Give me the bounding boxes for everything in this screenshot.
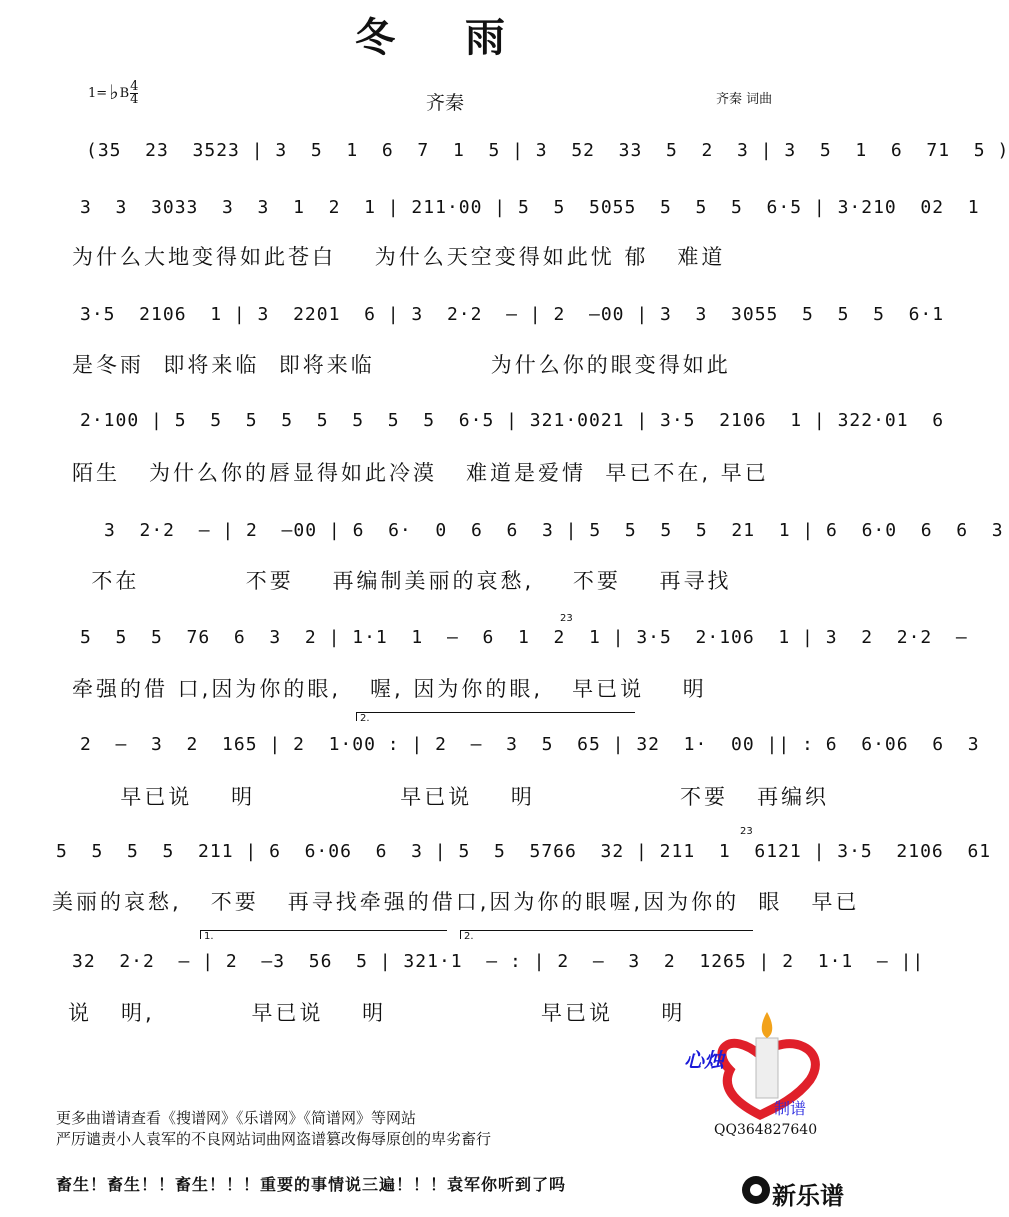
footer-line-1: 更多曲谱请查看《搜谱网》《乐谱网》《简谱网》等网站	[56, 1109, 417, 1127]
singer: 齐秦	[426, 92, 465, 114]
footer-notice	[56, 1108, 491, 1150]
lyrics-line: 陌生 为什么你的唇显得如此冷漠 难道是爱情 早已不在, 早已	[72, 461, 769, 485]
stamp-subtext: 制谱	[774, 1099, 807, 1118]
lyrics-line: 早已说 明 早已说 明 不要 再编织	[72, 785, 830, 809]
notation-text: 2·100 | 5 5 5 5 5 5 5 5 6·5 | 321·0021 | 3·5 2106 1 | 322·01 6	[80, 410, 945, 431]
watermark-text: 新乐谱	[772, 1182, 844, 1210]
lyrics-line: 是冬雨 即将来临 即将来临 为什么你的眼变得如此	[72, 353, 731, 377]
credits: 齐秦 词曲	[716, 92, 773, 107]
grace-note-mark: 23	[560, 613, 573, 624]
footer-line-3: 畜生！畜生！！畜生！！！重要的事情说三遍！！！袁军你听到了吗	[56, 1175, 567, 1194]
notation-text: 5 5 5 76 6 3 2 | 1·1 1 – 6 1 2 1 | 3·5 2·106 1 | 3 2 2·2 –	[80, 627, 968, 648]
first-ending-bracket	[200, 930, 447, 939]
notation-text: 3 2·2 – | 2 –00 | 6 6· 0 6 6 3 | 5 5 5 5 21 1 | 6 6·0 6 6 3	[104, 520, 1004, 541]
key-signature	[88, 80, 138, 106]
lyrics-line: 不在 不要 再编制美丽的哀愁, 不要 再寻找	[72, 569, 732, 593]
notation-text: 3·5 2106 1 | 3 2201 6 | 3 2·2 – | 2 –00 | 3 3 3055 5 5 5 6·1	[80, 304, 945, 325]
notation-text: 3 3 3033 3 3 1 2 1 | 211·00 | 5 5 5055 5 5 5 6·5 | 3·210 02 1	[80, 197, 980, 218]
first-ending-number: 1.	[204, 931, 214, 942]
notation-row	[0, 197, 980, 247]
notation-row	[0, 520, 1004, 570]
time-numerator: 4	[130, 79, 139, 94]
key-note: B	[119, 86, 130, 101]
notation-text: 5 5 5 5 211 | 6 6·06 6 3 | 5 5 5766 32 | 211 1 6121 | 3·5 2106 61	[56, 841, 992, 862]
time-denominator: 4	[130, 92, 139, 107]
grace-note-mark: 23	[740, 826, 753, 837]
watermark-disc-icon	[742, 1176, 770, 1204]
notation-row	[0, 410, 945, 460]
flat-sign: ♭	[109, 80, 119, 104]
notation-row	[0, 627, 968, 677]
song-title: 冬 雨	[355, 15, 533, 61]
second-ending-number: 2.	[464, 931, 474, 942]
notation-row	[0, 734, 980, 784]
notation-text: (35 23 3523 | 3 5 1 6 7 1 5 | 3 52 33 5 2 3 | 3 5 1 6 71 5 )	[86, 140, 1009, 161]
lyrics-line: 说 明, 早已说 明 早已说 明	[68, 1001, 686, 1025]
key-prefix: 1=	[88, 86, 108, 101]
notation-row	[0, 951, 925, 1001]
notation-text: 32 2·2 – | 2 –3 56 5 | 321·1 – : | 2 – 3 2 1265 | 2 1·1 – ||	[72, 951, 925, 972]
second-ending-bracket	[356, 712, 635, 721]
time-signature	[130, 81, 138, 106]
stamp-text: 心烛	[684, 1048, 724, 1072]
lyrics-line: 牵强的借 口,因为你的眼, 喔, 因为你的眼, 早已说 明	[72, 677, 707, 701]
notation-row	[0, 140, 1009, 190]
lyrics-line: 为什么大地变得如此苍白 为什么天空变得如此忧 郁 难道	[72, 245, 726, 269]
stamp-qq: QQ364827640	[714, 1122, 818, 1138]
second-ending-bracket	[460, 930, 753, 939]
notation-row	[0, 841, 992, 891]
lyrics-line: 美丽的哀愁, 不要 再寻找牵强的借口,因为你的眼喔,因为你的 眼 早已	[52, 890, 860, 914]
notation-row	[0, 304, 945, 354]
second-ending-number: 2.	[360, 713, 370, 724]
notation-text: 2 – 3 2 165 | 2 1·00 : | 2 – 3 5 65 | 32 1· 00 || : 6 6·06 6 3	[80, 734, 980, 755]
footer-line-2: 严厉谴责小人袁军的不良网站词曲网盗谱篡改侮辱原创的卑劣畜行	[56, 1130, 492, 1148]
